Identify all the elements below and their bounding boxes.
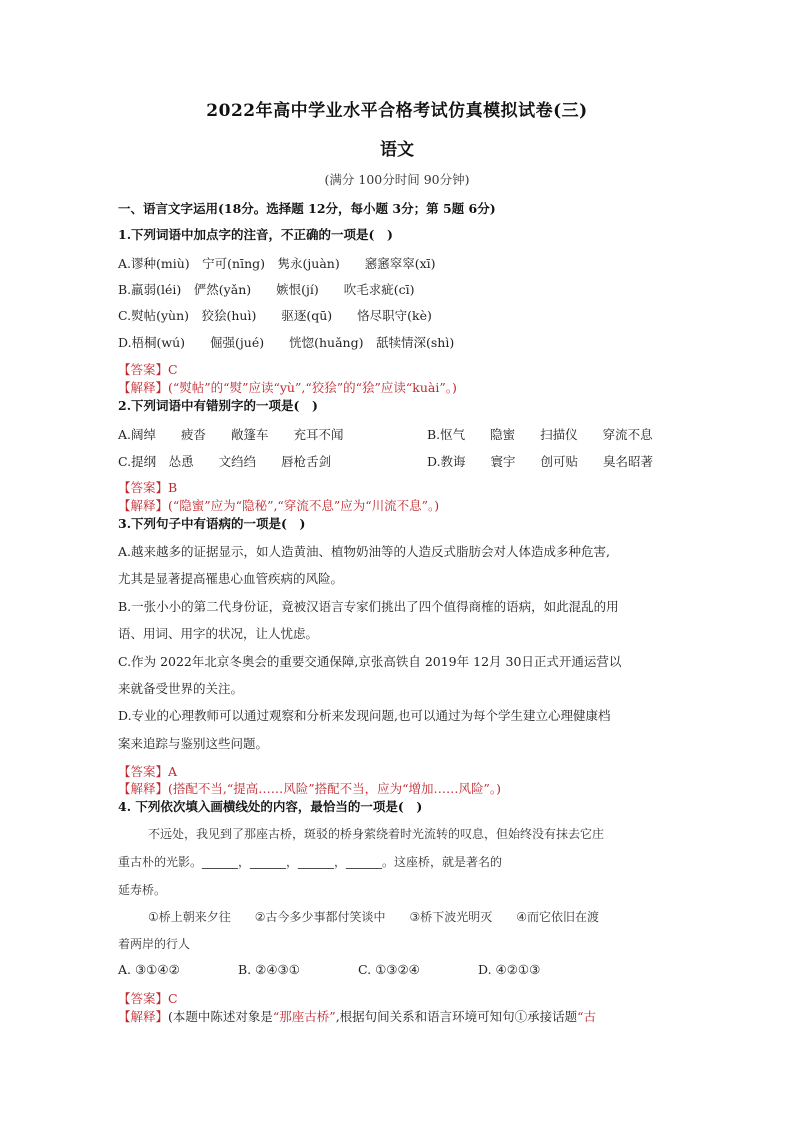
page-title: 2022年高中学业水平合格考试仿真模拟试卷(三) (206, 101, 588, 121)
question-1-stem: 1.下列词语中加点字的注音，不正确的一项是( ) (118, 227, 393, 242)
q4-analysis-quote: “那座古桥” (272, 1009, 336, 1024)
q1-option-a: A.谬种(miù) 宁可(nīng) 隽永(juàn) 窸窸窣窣(xī) (118, 256, 436, 271)
q1-answer (118, 360, 178, 378)
q3-line-2: 尤其是显著提高罹患心血管疾病的风险。 (118, 571, 344, 586)
q1-option-c: C.熨帖(yùn) 狡狯(huì) 驱逐(qū) 恪尽职守(kè) (118, 308, 432, 323)
question-3-stem: 3.下列句子中有语病的一项是( ) (118, 516, 306, 531)
section-heading: 一、语言文字运用(18分。选择题 12分，每小题 3分；第 5题 6分) (118, 201, 496, 216)
q2-option-a: A.阔绰 疲沓 敞篷车 充耳不闻 (118, 427, 344, 442)
q2-option-b: B.怄气 隐蜜 扫描仪 穿流不息 (427, 427, 653, 442)
q4-choice-d: D. ④②①③ (478, 962, 541, 977)
q2-answer-value: B (168, 480, 178, 495)
q2-answer (118, 478, 177, 496)
answer-tag: 【答案】 (118, 480, 169, 495)
q1-analysis (118, 378, 457, 396)
q4-choice-c: C. ①③②④ (358, 962, 420, 977)
answer-tag: 【答案】 (118, 362, 169, 377)
q2-option-d: D.教诲 寰宇 创可贴 臭名昭著 (427, 454, 654, 469)
answer-tag: 【答案】 (118, 764, 169, 779)
q3-line-7: D.专业的心理教师可以通过观察和分析来发现问题,也可以通过为每个学生建立心理健康档 (118, 708, 611, 723)
q2-option-c: C.提纲 怂恿 文绉绉 唇枪舌剑 (118, 454, 332, 469)
q4-answer (118, 989, 178, 1007)
score-time-note: (满分 100分时间 90分钟) (324, 172, 470, 187)
question-4-stem: 4. 下列依次填入画横线处的内容，最恰当的一项是( ) (118, 799, 423, 814)
q1-answer-value: C (168, 362, 178, 377)
q4-choice-a: A. ③①④② (118, 962, 180, 977)
q3-line-1: A.越来越多的证据显示，如人造黄油、植物奶油等的人造反式脂肪会对人体造成多种危害, (118, 544, 610, 559)
q4-passage-line-1: 不远处，我见到了那座古桥，斑驳的桥身萦绕着时光流转的叹息，但始终没有抹去它庄 (148, 827, 605, 841)
q3-answer-value: A (168, 764, 178, 779)
q1-analysis-text: (“熨帖”的“熨”应读“yù”,“狡狯”的“狯”应读“kuài”。) (168, 380, 457, 395)
q3-line-4: 语、用词、用字的状况，让人忧虑。 (118, 626, 319, 641)
q4-answer-value: C (168, 991, 178, 1006)
q4-items-line-2: 着两岸的行人 (118, 937, 191, 951)
analysis-tag: 【解释】 (118, 498, 169, 513)
q3-line-3: B.一张小小的第二代身份证，竟被汉语言专家们挑出了四个值得商榷的语病，如此混乱的用 (118, 599, 619, 614)
answer-tag: 【答案】 (118, 991, 169, 1006)
analysis-tag: 【解释】 (118, 1009, 169, 1024)
q3-line-6: 来就备受世界的关注。 (118, 681, 244, 696)
q3-line-8: 案来追踪与鉴别这些问题。 (118, 736, 269, 751)
q3-analysis-text: (搭配不当,“提高……风险”搭配不当，应为“增加……风险”。) (168, 781, 502, 796)
q1-option-d: D.梧桐(wú) 倔强(jué) 恍惚(huǎng) 舐犊情深(shì) (118, 335, 455, 350)
q4-analysis-mid: ,根据句间关系和语言环境可知句①承接话题 (335, 1009, 578, 1024)
q4-passage-line-2: 重古朴的光影。______，______，______，______。这座桥，就是著名的 (118, 855, 503, 869)
subject-title: 语文 (380, 140, 414, 160)
q3-analysis (118, 779, 501, 797)
q2-analysis-text: (“隐蜜”应为“隐秘”,“穿流不息”应为“川流不息”。) (168, 498, 440, 513)
q4-items-line-1: ①桥上朝来夕往 ②古今多少事都付笑谈中 ③桥下波光明灭 ④而它依旧在渡 (148, 910, 600, 924)
q1-option-b: B.羸弱(léi) 俨然(yǎn) 嫉恨(jí) 吹毛求疵(cī) (118, 282, 415, 297)
q4-analysis-tail: “古 (577, 1009, 597, 1024)
analysis-tag: 【解释】 (118, 380, 169, 395)
q4-analysis (118, 1007, 596, 1025)
q4-passage-line-3: 延寿桥。 (118, 883, 167, 897)
q4-analysis-prefix: (本题中陈述对象是 (168, 1009, 273, 1024)
analysis-tag: 【解释】 (118, 781, 169, 796)
q3-line-5: C.作为 2022年北京冬奥会的重要交通保障,京张高铁自 2019年 12月 30日正式开通运营以 (118, 654, 622, 669)
question-2-stem: 2.下列词语中有错别字的一项是( ) (118, 398, 318, 413)
q2-analysis (118, 496, 439, 514)
q3-answer (118, 762, 177, 780)
q4-choice-b: B. ②④③① (238, 962, 300, 977)
